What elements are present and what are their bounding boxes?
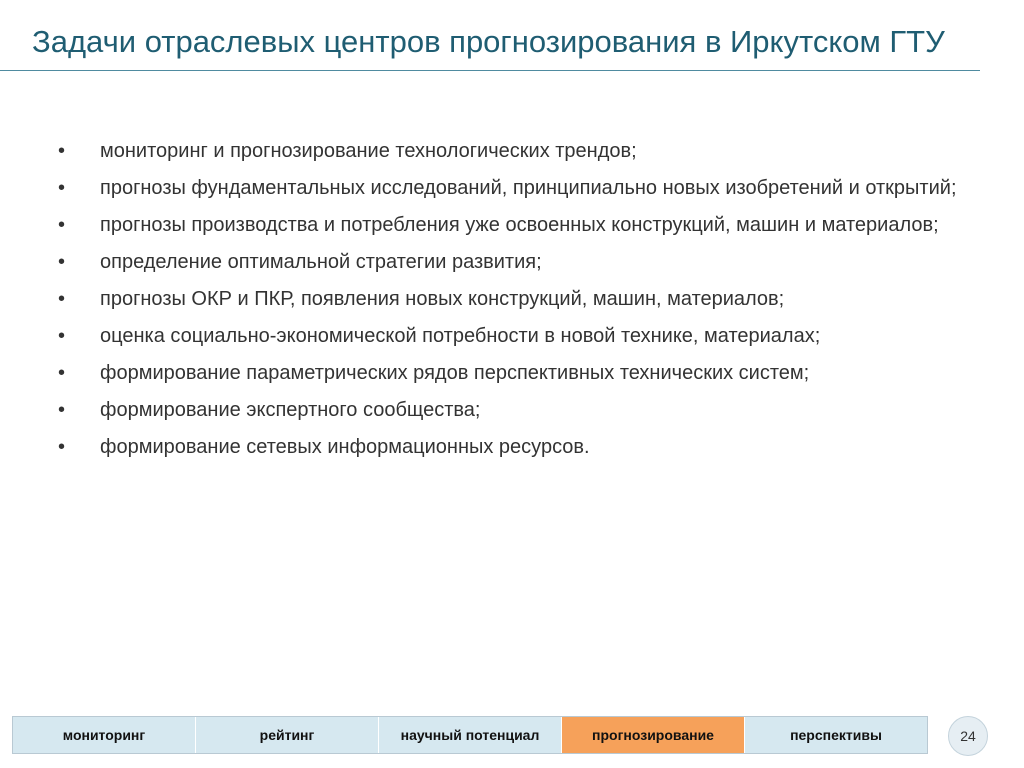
tab-prospects[interactable]: перспективы [745, 717, 927, 753]
list-item [58, 138, 970, 164]
list-item [58, 360, 970, 386]
bullet-icon: • [58, 251, 66, 273]
list-item [58, 434, 970, 460]
bullet-icon: • [58, 362, 66, 384]
list-item [58, 249, 970, 275]
bullet-icon: • [58, 436, 66, 458]
bullet-icon: • [58, 325, 66, 347]
list-item-text: формирование параметрических рядов перспективных технических систем; [100, 362, 810, 384]
tab-monitoring[interactable]: мониторинг [13, 717, 196, 753]
slide-title: Задачи отраслевых центров прогнозирования в Иркутском ГТУ [32, 24, 945, 59]
bullet-icon: • [58, 177, 66, 199]
list-item [58, 286, 970, 312]
list-item-text: определение оптимальной стратегии развития; [100, 251, 542, 273]
list-item [58, 323, 970, 349]
page-number-badge: 24 [948, 716, 988, 756]
list-item-text: формирование экспертного сообщества; [100, 399, 481, 421]
list-item-text: прогнозы производства и потребления уже освоенных конструкций, машин и материалов; [100, 214, 939, 236]
tab-rating[interactable]: рейтинг [196, 717, 379, 753]
list-item-text: прогнозы фундаментальных исследований, принципиально новых изобретений и открытий; [100, 177, 957, 199]
section-navigation [12, 716, 928, 754]
list-item-text: формирование сетевых информационных ресурсов. [100, 436, 590, 458]
bullet-icon: • [58, 288, 66, 310]
tab-forecasting[interactable]: прогнозирование [562, 717, 745, 753]
list-item-text: оценка социально-экономической потребности в новой технике, материалах; [100, 325, 821, 347]
bullet-icon: • [58, 399, 66, 421]
list-item-text: прогнозы ОКР и ПКР, появления новых конструкций, машин, материалов; [100, 288, 785, 310]
list-item-text: мониторинг и прогнозирование технологических трендов; [100, 140, 637, 162]
list-item [58, 212, 970, 238]
bullet-icon: • [58, 140, 66, 162]
list-item [58, 175, 970, 201]
tab-scientific-potential[interactable]: научный потенциал [379, 717, 562, 753]
bullet-icon: • [58, 214, 66, 236]
task-list [58, 138, 970, 471]
title-divider [0, 70, 980, 71]
list-item [58, 397, 970, 423]
